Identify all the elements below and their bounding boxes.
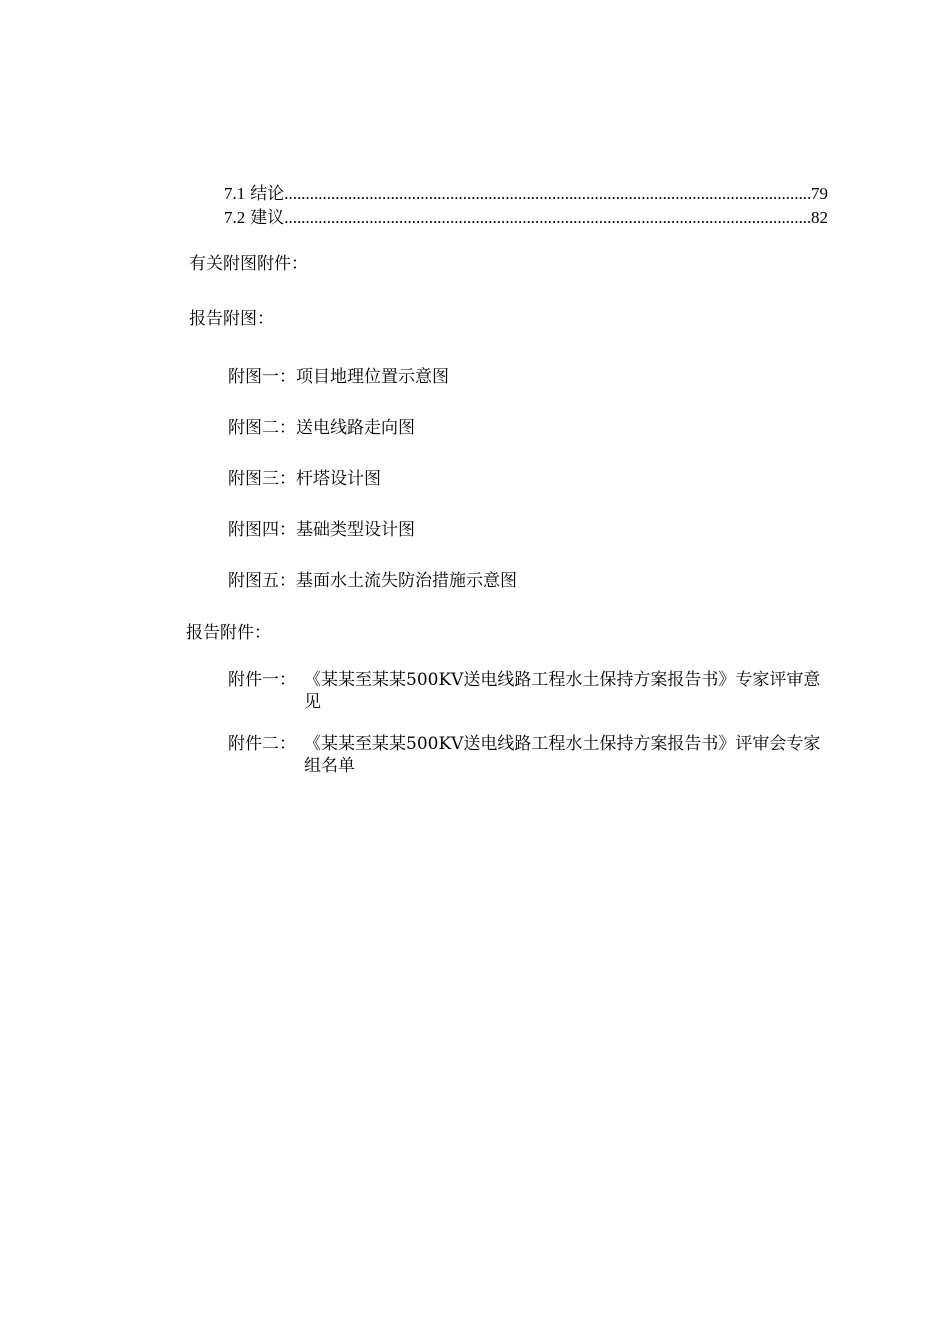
- figure-item-2: [228, 417, 415, 439]
- toc-title: 结论: [250, 184, 285, 204]
- toc-page-number: 82: [811, 208, 828, 227]
- figure-title: 项目地理位置示意图: [296, 367, 449, 387]
- related-heading: 有关附图附件：: [189, 254, 308, 274]
- toc-number: 7.1: [224, 184, 246, 203]
- figure-label: 附图二：: [228, 418, 296, 438]
- attachment-title: 《某某至某某500KV送电线路工程水土保持方案报告书》专家评审意见: [304, 670, 821, 712]
- figure-label: 附图三：: [228, 469, 296, 489]
- attachment-title: 《某某至某某500KV送电线路工程水土保持方案报告书》评审会专家组名单: [304, 734, 821, 776]
- toc-entry-7-2[interactable]: [224, 207, 828, 229]
- toc-entry-7-1[interactable]: [224, 183, 828, 205]
- figure-title: 基面水土流失防治措施示意图: [296, 571, 517, 591]
- attachment-item-1: [228, 669, 830, 713]
- figure-title: 杆塔设计图: [296, 469, 381, 489]
- figure-title: 基础类型设计图: [296, 520, 415, 540]
- figure-item-4: [228, 519, 415, 541]
- figure-title: 送电线路走向图: [296, 418, 415, 438]
- toc-leader-dots: [284, 183, 811, 205]
- attachments-heading: 报告附件：: [186, 623, 271, 643]
- toc-page-number: 79: [811, 184, 828, 203]
- attachment-label: 附件一：: [228, 670, 296, 690]
- attachment-item-2: [228, 733, 830, 777]
- toc-number: 7.2: [224, 208, 246, 227]
- figure-label: 附图四：: [228, 520, 296, 540]
- figure-label: 附图一：: [228, 367, 296, 387]
- figure-label: 附图五：: [228, 571, 296, 591]
- figure-item-1: [228, 366, 449, 388]
- toc-leader-dots: [284, 207, 811, 229]
- attachment-label: 附件二：: [228, 734, 296, 754]
- toc-title: 建议: [250, 208, 285, 228]
- figures-heading: 报告附图：: [189, 309, 274, 329]
- figure-item-5: [228, 570, 517, 592]
- figure-item-3: [228, 468, 381, 490]
